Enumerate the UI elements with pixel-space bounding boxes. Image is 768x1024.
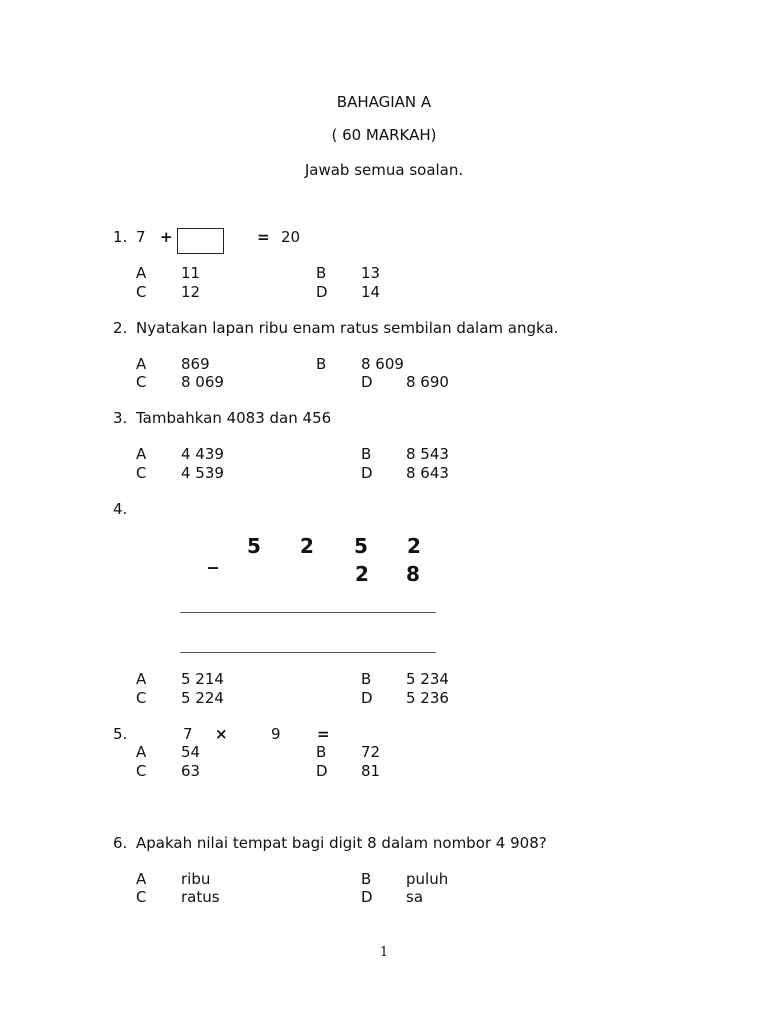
option-value: ratus [181,888,220,906]
question-number: 5. [113,725,128,743]
top-digit: 2 [300,534,314,558]
answer-line [180,612,436,613]
option-letter: A [136,670,147,688]
operand: 9 [271,725,281,743]
option-letter: D [361,464,373,482]
operand: 7 [183,725,193,743]
plus-sign: + [160,228,173,246]
option-value: 63 [181,762,201,780]
top-digit: 5 [247,534,261,558]
option-letter: C [136,762,147,780]
option-letter: B [316,743,327,761]
question-number: 6. [113,834,128,852]
option-value: 8 543 [406,445,449,463]
option-letter: D [361,888,373,906]
question-number: 1. [113,228,128,246]
option-letter: C [136,689,147,707]
option-value: sa [406,888,424,906]
question-text: Tambahkan 4083 dan 456 [136,409,332,427]
option-value: 11 [181,264,201,282]
option-value: puluh [406,870,449,888]
option-letter: B [316,355,327,373]
option-letter: D [316,283,328,301]
option-letter: B [361,870,372,888]
option-value: 8 643 [406,464,449,482]
option-value: 54 [181,743,201,761]
option-value: 5 234 [406,670,449,688]
marks-label: ( 60 MARKAH) [331,126,437,144]
option-letter: D [361,373,373,391]
answer-line [180,652,436,653]
option-letter: A [136,264,147,282]
question-number: 3. [113,409,128,427]
option-value: 12 [181,283,201,301]
top-digit: 2 [407,534,421,558]
option-value: 72 [361,743,381,761]
question-number: 2. [113,319,128,337]
option-value: 869 [181,355,210,373]
equals-sign: = [317,725,330,743]
instruction-text: Jawab semua soalan. [304,161,464,179]
option-letter: B [361,445,372,463]
option-value: 5 224 [181,689,224,707]
question-text: Nyatakan lapan ribu enam ratus sembilan dalam angka. [136,319,559,337]
option-letter: B [316,264,327,282]
question-number: 4. [113,500,128,518]
top-digit: 5 [354,534,368,558]
option-letter: D [316,762,328,780]
option-value: 8 690 [406,373,449,391]
option-letter: D [361,689,373,707]
option-letter: B [361,670,372,688]
option-letter: C [136,888,147,906]
option-value: 14 [361,283,381,301]
option-letter: A [136,355,147,373]
option-value: 8 069 [181,373,224,391]
section-title: BAHAGIAN A [336,93,432,111]
equals-sign: = [257,228,270,246]
option-letter: C [136,373,147,391]
option-value: 4 539 [181,464,224,482]
option-value: 5 214 [181,670,224,688]
multiply-sign: × [215,725,228,743]
page-number: 1 [379,945,389,960]
operand: 7 [136,228,146,246]
result: 20 [281,228,301,246]
option-value: 81 [361,762,381,780]
bottom-digit: 8 [406,562,420,586]
option-letter: C [136,283,147,301]
question-text: Apakah nilai tempat bagi digit 8 dalam nombor 4 908? [136,834,547,852]
answer-box [177,228,224,254]
option-letter: A [136,870,147,888]
option-letter: C [136,464,147,482]
minus-sign: _ [208,545,218,569]
option-letter: A [136,445,147,463]
option-value: 5 236 [406,689,449,707]
option-value: 13 [361,264,381,282]
option-value: 4 439 [181,445,224,463]
bottom-digit: 2 [355,562,369,586]
option-letter: A [136,743,147,761]
option-value: 8 609 [361,355,404,373]
option-value: ribu [181,870,211,888]
